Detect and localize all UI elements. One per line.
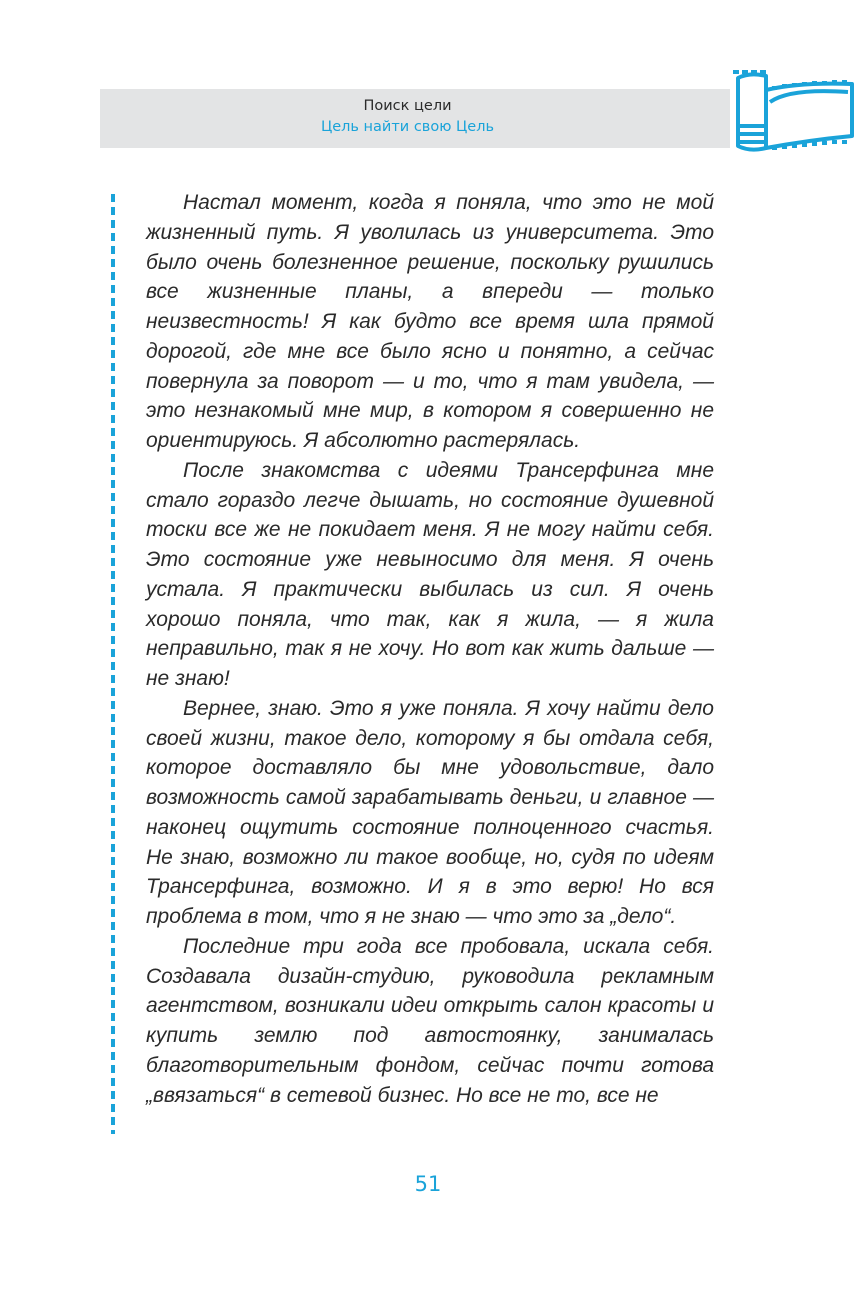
paragraph: Вернее, знаю. Это я уже поняла. Я хочу найти дело своей жизни, такое дело, которому я бы отдала себя, которое доставляло бы мне удовольствие, дало возможность самой зарабатывать деньги, и главное — наконец ощутить состояние полноценного счастья. Не знаю, возможно ли такое вообще, но, судя по идеям Трансерфинга, возможно. И я в это верю! Но вся проблема в том, что я не знаю — что это за „дело“.	[146, 696, 714, 928]
margin-dashed-rule	[111, 194, 115, 1134]
page-number: 51	[414, 1172, 442, 1196]
body-text	[146, 188, 714, 1110]
running-header-subtitle: Цель найти свою Цель	[320, 119, 495, 135]
paragraph: Настал момент, когда я поняла, что это не мой жизненный путь. Я уволилась из университета. Это было очень болезненное решение, поскольку рушились все жизненные планы, а впереди — только неизвестность! Я как будто все время шла прямой дорогой, где мне все было ясно и понятно, а сейчас повернула за поворот — и то, что я там увидела, — это незнакомый мне мир, в котором я совершенно не ориентируюсь. Я абсолютно растерялась.	[146, 191, 714, 452]
film-strip-icon	[730, 70, 856, 154]
paragraph: Последние три года все пробовала, искала себя. Создавала дизайн-студию, руководила рекламным агентством, возникали идеи открыть салон красоты и купить землю под автостоянку, занималась благотворительным фондом, сейчас почти готова „ввязаться“ в сетевой бизнес. Но все не то, все не	[146, 934, 714, 1107]
running-header-title: Поиск цели	[363, 98, 452, 114]
paragraph: После знакомства с идеями Трансерфинга мне стало гораздо легче дышать, но состояние душевной тоски все же не покидает меня. Я не могу найти себя. Это состояние уже невыносимо для меня. Я очень устала. Я практически выбилась из сил. Я очень хорошо поняла, что так, как я жила, — я жила неправильно, так я не хочу. Но вот как жить дальше — не знаю!	[146, 458, 714, 690]
